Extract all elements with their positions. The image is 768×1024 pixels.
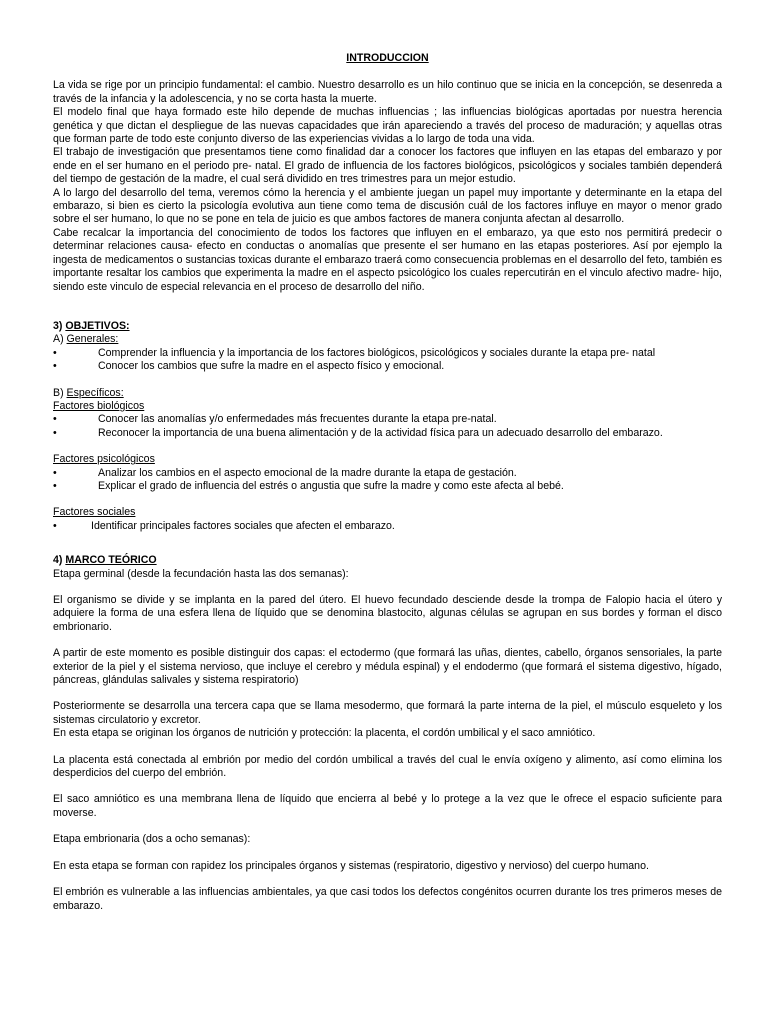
objetivos-heading bbox=[53, 320, 722, 333]
list-item-text: Comprender la influencia y la importancia de los factores biológicos, psicológicos y sociales durante la etapa pre- natal bbox=[98, 346, 656, 359]
biologicos-list bbox=[53, 413, 722, 440]
intro-section bbox=[53, 79, 722, 294]
list-item bbox=[53, 347, 722, 360]
list-item bbox=[53, 467, 722, 480]
list-item bbox=[53, 520, 722, 533]
embrionaria-title: Etapa embrionaria (dos a ocho semanas): bbox=[53, 833, 251, 846]
intro-paragraph-4: A lo largo del desarrollo del tema, veremos cómo la herencia y el ambiente juegan un papel muy importante y determinante en la etapa del embarazo, si bien es cierto la psicología evolutiva aun tiene como tema de discusión cuál de los factores influye en mayor o menor grado sobre el ser humano, lo que no se pone en tela de juicio es que ambos factores de manera conjunta afectan al desarrollo. bbox=[53, 186, 722, 226]
document-title: INTRODUCCION bbox=[346, 52, 429, 64]
list-item bbox=[53, 360, 722, 373]
sociales-list bbox=[53, 520, 722, 533]
bullet-icon: • bbox=[53, 346, 57, 359]
marco-paragraph-6: En esta etapa se forman con rapidez los principales órganos y sistemas (respiratorio, digestivo y nervioso) del cuerpo humano. bbox=[53, 859, 649, 872]
marco-paragraph-2: A partir de este momento es posible distinguir dos capas: el ectodermo (que formará las uñas, dientes, cabello, órganos sensoriales, la parte exterior de la piel y el sistema nervioso, que incluye el cerebro y médula espinal) y el endodermo (que formará el sistema digestivo, hígado, páncreas, glándulas salivales y sistema respiratorio) bbox=[53, 647, 722, 687]
marco-paragraph-1: El organismo se divide y se implanta en la pared del útero. El huevo fecundado desciende desde la trompa de Falopio hacia el útero y adquiere la forma de una esfera llena de líquido que se denomina blastocito, algunas células se agrupan en sus bordes y forman el disco embrionario. bbox=[53, 594, 722, 633]
marco-paragraph-4: La placenta está conectada al embrión por medio del cordón umbilical a través del cual le envía oxígeno y alimento, así como elimina los desperdicios del cuerpo del embrión. bbox=[53, 753, 722, 780]
marco-heading-text: MARCO TEÓRICO bbox=[65, 554, 157, 567]
marco-section bbox=[53, 554, 722, 913]
list-item-text: Analizar los cambios en el aspecto emocional de la madre durante la etapa de gestación. bbox=[98, 466, 517, 479]
list-item-text: Reconocer la importancia de una buena alimentación y de la actividad física para un adecuado desarrollo del embarazo. bbox=[98, 426, 663, 439]
generales-list bbox=[53, 347, 722, 374]
marco-paragraph-3: Posteriormente se desarrolla una tercera capa que se llama mesodermo, que formará la parte interna de la piel, el músculo esqueleto y los sistemas circulatorio y excretor. bbox=[53, 700, 722, 726]
marco-heading bbox=[53, 554, 722, 567]
objetivos-number: 3) bbox=[53, 319, 63, 332]
generales-label: Generales: bbox=[66, 333, 119, 346]
objetivos-section bbox=[53, 320, 722, 533]
list-item bbox=[53, 427, 722, 440]
list-item-text: Conocer los cambios que sufre la madre en el aspecto físico y emocional. bbox=[98, 360, 445, 373]
list-item bbox=[53, 413, 722, 426]
especificos-prefix: B) bbox=[53, 386, 67, 399]
list-item-text: Conocer las anomalías y/o enfermedades más frecuentes durante la etapa pre-natal. bbox=[98, 413, 497, 426]
objetivos-heading-text: OBJETIVOS: bbox=[65, 319, 130, 332]
list-item bbox=[53, 480, 722, 493]
germinal-title: Etapa germinal (desde la fecundación hasta las dos semanas): bbox=[53, 567, 349, 580]
intro-paragraph-2: El modelo final que haya formado este hilo depende de muchas influencias ; las influencias biológicas aportadas por nuestra herencia genética y que dictan el despliegue de las nuevas capacidades que irán apareciendo a través del proceso de maduración; y aquellas otras que forman parte de todo este conjunto diverso de las experiencias vividas a lo largo de toda una vida. bbox=[53, 106, 722, 146]
marco-paragraph-7: El embrión es vulnerable a las influencias ambientales, ya que casi todos los defectos congénitos ocurren durante los tres primeros meses de embarazo. bbox=[53, 886, 722, 912]
bullet-icon: • bbox=[53, 413, 57, 426]
bullet-icon: • bbox=[53, 426, 57, 439]
marco-number: 4) bbox=[53, 554, 63, 567]
intro-paragraph-3: El trabajo de investigación que presentamos tiene como finalidad dar a conocer los factores que influyen en las etapas del embarazo y por ende en el ser humano en el periodo pre- natal. El grado de influencia de los factores biológicos, psicológicos y sociales también dependerá del tiempo de gestación de la madre, el cual será dividido en tres trimestres para un mejor estudio. bbox=[53, 146, 722, 186]
especificos-heading bbox=[53, 387, 722, 400]
bullet-icon: • bbox=[53, 479, 57, 492]
bullet-icon: • bbox=[53, 519, 57, 532]
bullet-icon: • bbox=[53, 360, 57, 373]
especificos-label: Específicos: bbox=[66, 386, 124, 399]
list-item-text: Explicar el grado de influencia del estrés o angustia que sufre la madre y como este afecta al bebé. bbox=[98, 479, 564, 492]
generales-prefix: A) bbox=[53, 333, 67, 346]
intro-paragraph-1: La vida se rige por un principio fundamental: el cambio. Nuestro desarrollo es un hilo continuo que se inicia en la concepción, se desenreda a través de la infancia y la adolescencia, y no se corta hasta la muerte. bbox=[53, 79, 722, 105]
intro-paragraph-5: Cabe recalcar la importancia del conocimiento de todos los factores que influyen en el embarazo, ya que esto nos permitirá predecir o determinar relaciones causa- efecto en conductas o anomalías que presente el ser humano en las etapas posteriores. Así por ejemplo la ingesta de medicamentos o sustancias toxicas durante el embarazo traerá como consecuencia problemas en el desarrollo del feto, también es importante resaltar los cambios que experimenta la madre en el aspecto psicológico los cuales repercutirán en el vinculo afectivo madre- hijo, siendo este vinculo de especial relevancia en el proceso de desarrollo del niño. bbox=[53, 226, 722, 293]
generales-heading bbox=[53, 333, 722, 346]
marco-paragraph-5: El saco amniótico es una membrana llena de líquido que encierra al bebé y lo protege a la vez que le ofrece el espacio suficiente para moverse. bbox=[53, 793, 722, 819]
list-item-text: Identificar principales factores sociales que afecten el embarazo. bbox=[91, 519, 395, 532]
psicologicos-list bbox=[53, 467, 722, 494]
marco-paragraph-3b: En esta etapa se originan los órganos de nutrición y protección: la placenta, el cordón umbilical y el saco amniótico. bbox=[53, 727, 596, 740]
bullet-icon: • bbox=[53, 466, 57, 479]
psicologicos-label: Factores psicológicos bbox=[53, 453, 155, 466]
biologicos-label: Factores biológicos bbox=[53, 399, 145, 412]
sociales-label: Factores sociales bbox=[53, 506, 136, 519]
